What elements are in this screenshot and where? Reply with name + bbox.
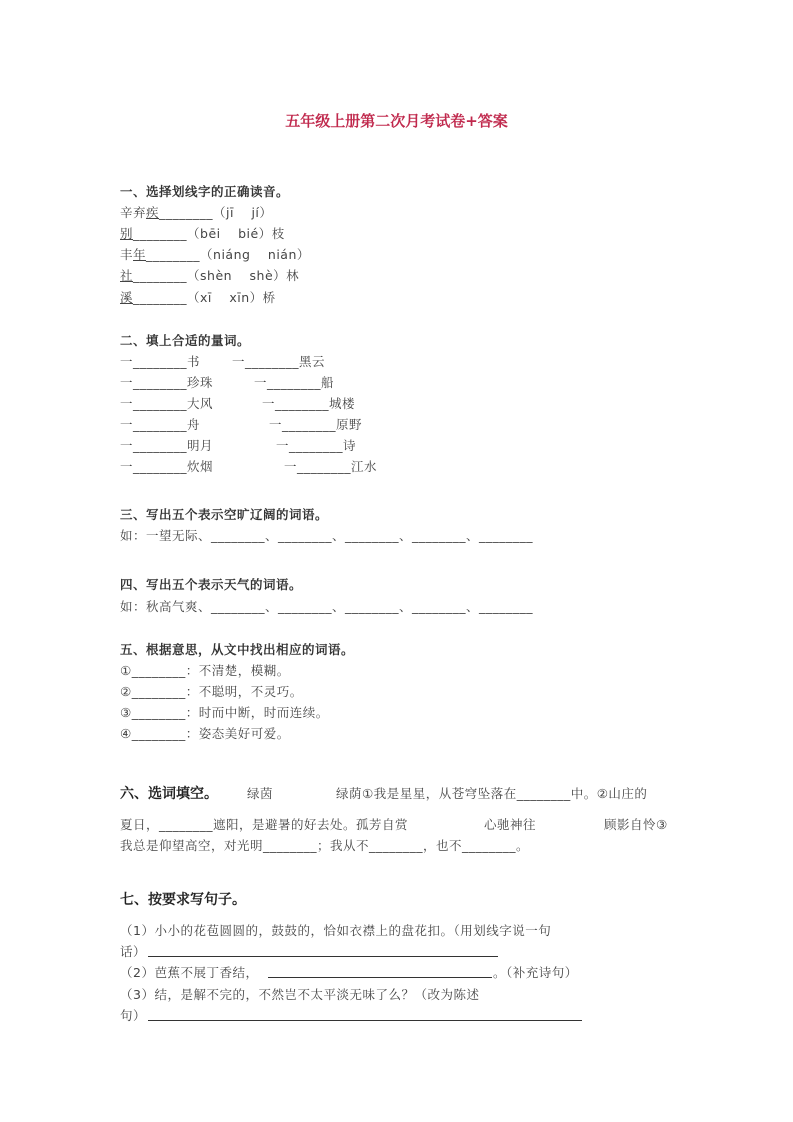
- question-1-answer-line[interactable]: [148, 956, 498, 957]
- measure-word-item-left[interactable]: 一________舟: [120, 417, 201, 432]
- pronunciation-row[interactable]: [120, 288, 276, 306]
- pinyin-options: （bēi bié）: [187, 226, 272, 241]
- row-suffix: 枝: [271, 226, 285, 241]
- page-title: 五年级上册第二次月考试卷+答案: [285, 112, 508, 130]
- measure-word-item-right[interactable]: 一________诗: [276, 438, 357, 453]
- measure-word-item-left[interactable]: 一________炊烟: [120, 459, 214, 474]
- row-suffix: 桥: [262, 290, 276, 305]
- answer-blank[interactable]: ________: [159, 205, 214, 220]
- section-7-heading: 七、按要求写句子。: [120, 892, 246, 908]
- definition-item[interactable]: ④________：姿态美好可爱。: [120, 726, 290, 741]
- section-6-heading: 六、选词填空。: [120, 786, 218, 802]
- underlined-char: 疾: [146, 205, 160, 220]
- word-option-2: 心驰神往: [484, 817, 537, 832]
- underlined-char: 社: [120, 268, 134, 283]
- measure-word-item-left[interactable]: 一________大风: [120, 396, 214, 411]
- section-1-heading: 一、选择划线字的正确读音。: [120, 184, 290, 199]
- measure-word-item-right[interactable]: 一________黑云: [232, 354, 326, 369]
- section-6-line-2[interactable]: 夏日，________遮阳，是避暑的好去处。孤芳自赏: [120, 817, 409, 832]
- answer-blank[interactable]: ________: [133, 226, 188, 241]
- answer-blank[interactable]: ________: [133, 290, 188, 305]
- question-3-text: （3）结，是解不完的，不然岂不太平淡无味了么？（改为陈述: [120, 987, 480, 1002]
- word-option-3: 顾影自怜③: [604, 817, 668, 832]
- section-6-line-1[interactable]: 绿荫①我是星星，从苍穹坠落在________中。②山庄的: [336, 786, 648, 801]
- measure-word-item-right[interactable]: 一________城楼: [262, 396, 356, 411]
- pronunciation-row[interactable]: [120, 245, 310, 263]
- question-2-answer-line[interactable]: [268, 977, 492, 978]
- definition-item[interactable]: ②________：不聪明，不灵巧。: [120, 684, 303, 699]
- question-1-text-cont: 话）: [120, 944, 147, 959]
- section-3-answer-line[interactable]: 如：一望无际、________、________、________、________、________: [120, 528, 534, 543]
- section-3-heading: 三、写出五个表示空旷辽阔的词语。: [120, 507, 329, 522]
- measure-word-item-right[interactable]: 一________江水: [284, 459, 378, 474]
- row-suffix: 林: [286, 268, 300, 283]
- measure-word-item-left[interactable]: 一________明月: [120, 438, 214, 453]
- definition-item[interactable]: ③________：时而中断，时而连续。: [120, 705, 329, 720]
- question-2-text: （2）芭蕉不展丁香结，: [120, 965, 259, 980]
- underlined-char: 溪: [120, 290, 134, 305]
- question-2-note: 。（补充诗句）: [493, 965, 578, 980]
- measure-word-item-right[interactable]: 一________船: [254, 375, 335, 390]
- question-3-text-cont: 句）: [120, 1008, 147, 1023]
- pronunciation-row[interactable]: [120, 224, 285, 242]
- answer-blank[interactable]: ________: [133, 268, 188, 283]
- row-prefix: 辛弃: [120, 205, 147, 220]
- pinyin-options: （shèn shè）: [187, 268, 287, 283]
- pronunciation-row[interactable]: [120, 203, 272, 221]
- pinyin-options: （jī jí）: [213, 205, 273, 220]
- section-5-heading: 五、根据意思，从文中找出相应的词语。: [120, 642, 355, 657]
- definition-item[interactable]: ①________：不清楚，模糊。: [120, 663, 290, 678]
- question-1-text: （1）小小的花苞圆圆的，鼓鼓的，恰如衣襟上的盘花扣。（用划线字说一句: [120, 923, 552, 938]
- word-option-1: 绿茵: [247, 786, 274, 801]
- question-3-answer-line[interactable]: [148, 1020, 582, 1021]
- underlined-char: 年: [133, 247, 147, 262]
- row-prefix: 丰: [120, 247, 134, 262]
- answer-blank[interactable]: ________: [146, 247, 201, 262]
- section-6-line-3[interactable]: 我总是仰望高空，对光明________；我从不________，也不________。: [120, 838, 530, 853]
- section-4-heading: 四、写出五个表示天气的词语。: [120, 577, 303, 592]
- measure-word-item-right[interactable]: 一________原野: [269, 417, 363, 432]
- underlined-char: 别: [120, 226, 134, 241]
- section-4-answer-line[interactable]: 如：秋高气爽、________、________、________、________、________: [120, 599, 534, 614]
- measure-word-item-left[interactable]: 一________珍珠: [120, 375, 214, 390]
- section-2-heading: 二、填上合适的量词。: [120, 333, 251, 348]
- pronunciation-row[interactable]: [120, 266, 299, 284]
- pinyin-options: （xī xīn）: [187, 290, 263, 305]
- measure-word-item-left[interactable]: 一________书: [120, 354, 201, 369]
- pinyin-options: （niáng nián）: [200, 247, 310, 262]
